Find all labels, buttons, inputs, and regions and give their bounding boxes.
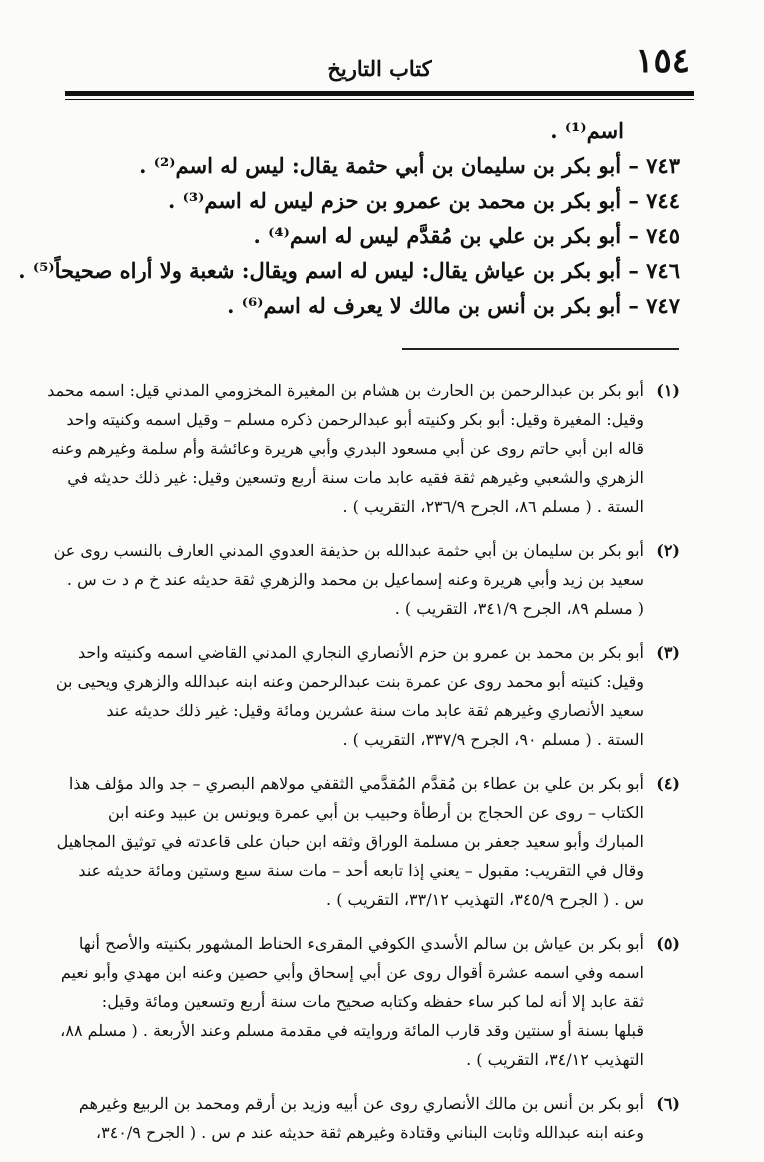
footnote-3 (55, 638, 680, 754)
footnote-6 (60, 1089, 680, 1147)
footnote-line: سعيد بن زيد وأبي هريرة وعنه إسماعيل بن محمد والزهري ثقة حديثه عند خ م د ت س . (66, 570, 644, 589)
footnote-line: أبو بكر بن أنس بن مالك الأنصاري روى عن أبيه وزيد بن أرقم ومحمد بن الربيع وغيرهم (78, 1094, 644, 1113)
footnote-number: (٢) (656, 541, 680, 560)
footnote-number: (٤) (656, 774, 680, 793)
footnote-line: أبو بكر بن سليمان بن أبي حثمة عبدالله بن حذيفة العدوي المدني العارف بالنسب روى عن (53, 541, 644, 560)
page-header (65, 38, 694, 100)
footnote-text (54, 536, 644, 623)
header-rule-thick (65, 91, 694, 96)
entry-745: ٧٤٥ – أبو بكر بن علي بن مُقدَّم ليس له اسم⁽⁴⁾ . (253, 223, 680, 248)
main-text (18, 116, 680, 326)
header-rule-thin (65, 99, 694, 100)
footnote-line: الزهري والشعبي وغيرهم ثقة فقيه عابد مات سنة أربع وتسعين وقيل: غير ذلك حديثه في (67, 468, 644, 487)
footnote-4 (56, 769, 680, 914)
footnote-line: المبارك وأبو سعيد جعفر بن مسلمة الوراق وثقه ابن حبان على قاعدته في توثيق المجاهيل (56, 832, 644, 851)
footnote-line: التهذيب ٣٤/١٢، التقريب ) . (466, 1050, 644, 1069)
footnote-line: قبلها بسنة أو سنتين وقد قارب المائة وروايته في مقدمة مسلم وعند الأربعة . ( مسلم ٨٨، (60, 1021, 644, 1040)
entry-744: ٧٤٤ – أبو بكر بن محمد بن عمرو بن حزم ليس له اسم⁽³⁾ . (168, 188, 680, 213)
footnote-1 (47, 376, 680, 521)
footnote-line: الكتاب – روى عن الحجاج بن أرطأة وحبيب بن أبي عمرة ويونس بن عبيد وعنه ابن (107, 803, 644, 822)
footnote-line: أبو بكر بن عياش بن سالم الأسدي الكوفي المقرىء الحناط المشهور بكنيته والأصح أنها (78, 934, 644, 953)
footnote-text (47, 376, 644, 521)
footnote-line: وقال في التقريب: مقبول – يعني إذا تابعه أحد – مات سنة سبع وستين ومائة حديثه عند (78, 861, 644, 880)
footnote-line: أبو بكر بن محمد بن عمرو بن حزم الأنصاري النجاري المدني القاضي اسمه وكنيته واحد (77, 643, 644, 662)
footnote-line: وقيل: كنيته أبو محمد روى عن عمرة بنت عبدالرحمن وعنه ابنه عبدالله والزهري ويحيى بن (55, 672, 644, 691)
footnote-number: (١) (656, 381, 680, 400)
entry-747: ٧٤٧ – أبو بكر بن أنس بن مالك لا يعرف له اسم⁽⁶⁾ . (227, 293, 680, 318)
footnote-line: الستة . ( مسلم ٩٠، الجرح ٣٣٧/٩، التقريب ) . (342, 730, 644, 749)
footnote-line: وقيل: المغيرة وقيل: أبو بكر وكنيته أبو عبدالرحمن ذكره مسلم – وقيل اسمه وكنيته واحد (66, 410, 644, 429)
footnote-2 (53, 536, 680, 623)
footnote-line: ( مسلم ٨٩، الجرح ٣٤١/٩، التقريب ) . (394, 599, 644, 618)
footnote-line: س . ( الجرح ٣٤٥/٩، التهذيب ٣٣/١٢، التقريب ) . (326, 890, 644, 909)
footnote-text (60, 929, 644, 1074)
entry-746: ٧٤٦ – أبو بكر بن عياش يقال: ليس له اسم ويقال: شعبة ولا أراه صحيحاً⁽⁵⁾ . (18, 258, 680, 283)
footnote-line: أبو بكر بن علي بن عطاء بن مُقدَّم المُقدَّمي الثقفي مولاهم البصري – جد والد مؤلف هذا (68, 774, 644, 793)
footnote-number: (٣) (656, 643, 680, 662)
footnotes (47, 376, 680, 1162)
footnote-text (56, 638, 644, 754)
entry-continuation: اسم⁽¹⁾ . (550, 118, 624, 143)
footnote-line: قاله ابن أبي حاتم روى عن أبي مسعود البدري وأبي هريرة وعائشة وأم سلمة وغيرهم وعنه (51, 439, 644, 458)
page-number: ١٥٤ (635, 41, 690, 81)
footnote-number: (٥) (656, 934, 680, 953)
footnote-text (60, 1089, 644, 1147)
footnote-line: الستة . ( مسلم ٨٦، الجرح ٢٣٦/٩، التقريب ) . (342, 497, 644, 516)
footnote-line: وعنه ابنه عبدالله وثابت البناني وقتادة وغيرهم ثقة حديثه عند م س . ( الجرح ٣٤٠/٩، (95, 1123, 644, 1142)
footnote-line: سعيد الأنصاري وغيرهم ثقة عابد مات سنة عشرين ومائة وقيل: غير ذلك حديثه عند (106, 701, 644, 720)
footnote-line: أبو بكر بن عبدالرحمن بن الحارث بن هشام بن المغيرة المخزومي المدني قيل: اسمه محمد (47, 381, 644, 400)
footnote-line: اسمه وفي اسمه عشرة أقوال روى عن أبي إسحاق وأبي حصين وعنه ابن مهدي وأبو نعيم (60, 963, 644, 982)
footnote-5 (60, 929, 680, 1074)
footnote-text (57, 769, 644, 914)
footnote-number: (٦) (656, 1094, 680, 1113)
footnote-separator (402, 348, 679, 350)
running-title: كتاب التاريخ (327, 56, 432, 81)
entry-743: ٧٤٣ – أبو بكر بن سليمان بن أبي حثمة يقال: ليس له اسم⁽²⁾ . (139, 153, 680, 178)
footnote-line: ثقة عابد إلا أنه لما كبر ساء حفظه وكتابه صحيح مات سنة أربع وتسعين ومائة وقيل: (101, 992, 644, 1011)
